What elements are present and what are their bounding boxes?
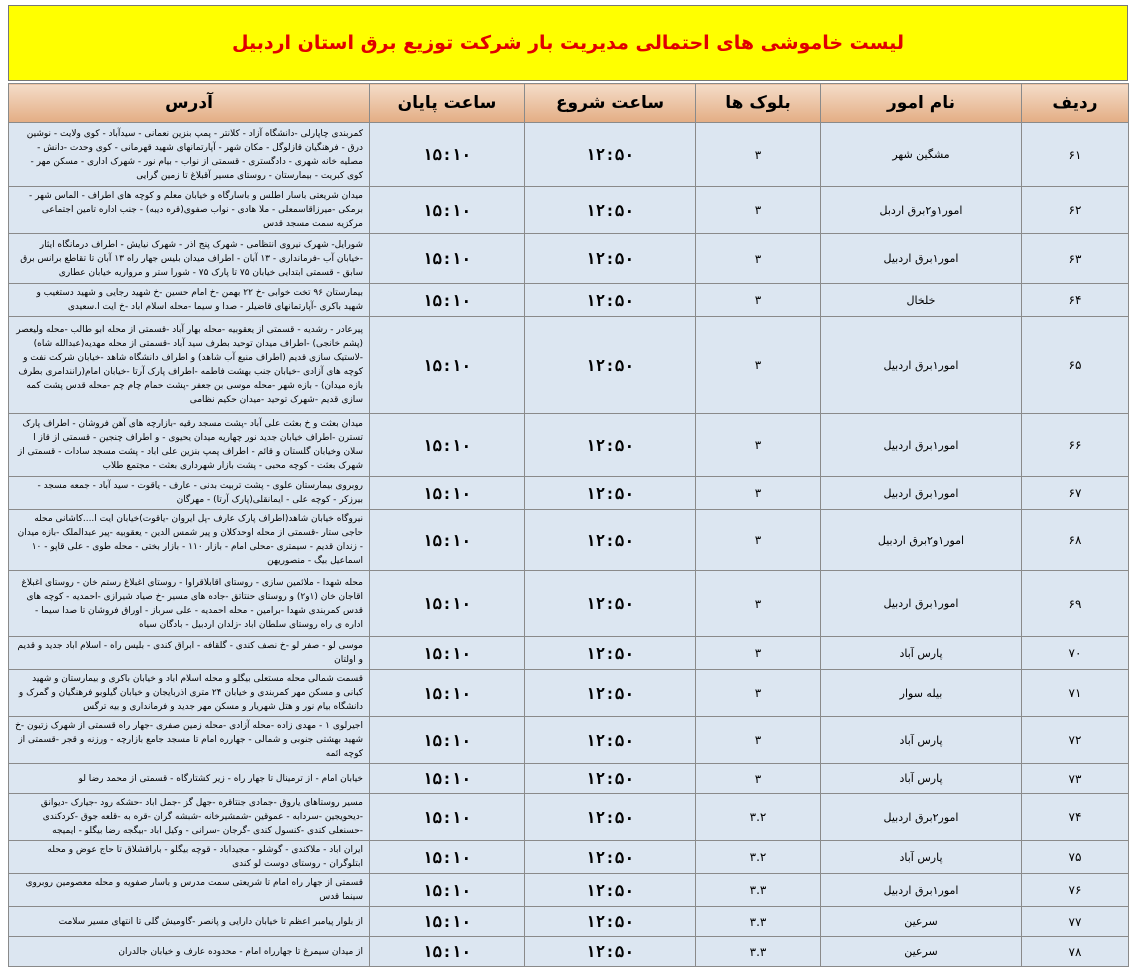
start-time: ۱۲:۵۰	[525, 637, 696, 670]
start-time: ۱۲:۵۰	[525, 571, 696, 637]
title-bar	[8, 5, 1128, 81]
row-number: ۶۷	[1022, 477, 1129, 510]
office-name: امور۲برق اردبیل	[821, 794, 1022, 841]
blocks: ۳	[696, 234, 821, 284]
address: ایران اباد - ملاکندی - گوشلو - مجیداباد - قوچه بیگلو - باراقشلاق تا حاج عوض و محله ابتلوگران - روستای دوست لو کندی	[9, 841, 370, 874]
start-time: ۱۲:۵۰	[525, 187, 696, 234]
table-row	[9, 907, 1129, 937]
start-time: ۱۲:۵۰	[525, 123, 696, 187]
office-name: خلخال	[821, 284, 1022, 317]
row-number: ۶۶	[1022, 414, 1129, 477]
table-row	[9, 284, 1129, 317]
address: شورایل- شهرک نیروی انتظامی - شهرک پنج اذر - شهرک نیایش - اطراف درمانگاه ایثار -خیابان آب -فرمانداری - ۱۳ آبان - اطراف میدان بلیس جهار راه ۱۳ آبان تا تقاطع برانس برق سابق - قسمتی ابتدایی خیابان ۷۵ تا پارک ۷۵ - شورا ستر و مرواریه خیابان عطاری	[9, 234, 370, 284]
row-number: ۷۵	[1022, 841, 1129, 874]
blocks: ۳.۳	[696, 874, 821, 907]
start-time: ۱۲:۵۰	[525, 841, 696, 874]
col-header-blocks: بلوک ها	[696, 84, 821, 123]
blocks: ۳	[696, 764, 821, 794]
address: محله شهدا - ملائمین سازی - روستای اقابلاقراوا - روستای اغبلاغ رستم خان - روستای اغبلاغ اقاجان خان (۱و۲) و روستای حنتاتق -جاده های مسیر -خ صیاد شیرازی -احمدیه - کوچه های قدس کمربندی شهدا -برامین - محله احمدیه - علی سرباز - اوراق فروشان تا صدا سیما - اداره ی راه روستای سلطان اباد -زلدان اردبیل - بادگان سیاه	[9, 571, 370, 637]
start-time: ۱۲:۵۰	[525, 414, 696, 477]
blocks: ۳.۲	[696, 794, 821, 841]
end-time: ۱۵:۱۰	[370, 637, 525, 670]
row-number: ۶۸	[1022, 510, 1129, 571]
row-number: ۷۴	[1022, 794, 1129, 841]
col-header-office: نام امور	[821, 84, 1022, 123]
blocks: ۳.۲	[696, 841, 821, 874]
table-row	[9, 670, 1129, 717]
address: اجیرلوی ۱ - مهدی زاده -محله آزادی -محله زمین صفری -جهار راه قسمتی از شهرک زتیون -خ شهید بهشتی جنوبی و شمالی - جهارره امام تا مسجد جامع بازارچه - ورزنه و قجر -قسمتی از کوچه ائمه	[9, 717, 370, 764]
start-time: ۱۲:۵۰	[525, 670, 696, 717]
address: قسمت شمالی محله مستعلی بیگلو و محله اسلام اباد و خیابان باکری و بیمارستان و شهید کبانی و مسکن مهر کمربندی و خیابان ۲۴ متری اذربایجان و خیابان گیلوبو فرهنگیان و گمرک و دانشگاه بیام نور و هتل شهریار و مسکن مهر جدید و فرمانداری و بیه ترگس	[9, 670, 370, 717]
blocks: ۳	[696, 284, 821, 317]
end-time: ۱۵:۱۰	[370, 764, 525, 794]
end-time: ۱۵:۱۰	[370, 317, 525, 414]
end-time: ۱۵:۱۰	[370, 794, 525, 841]
row-number: ۷۰	[1022, 637, 1129, 670]
table-row	[9, 571, 1129, 637]
blocks: ۳	[696, 414, 821, 477]
address: بیمارستان ۹۶ تخت خوابی -خ ۲۲ بهمن -خ امام حسین -خ شهید رجایی و شهید دستغیب و شهید باکری -آپارتمانهای قاضیلر - صدا و سیما -محله اسلام اباد -خ ایت ا.سعیدی	[9, 284, 370, 317]
office-name: امور۱برق اردبیل	[821, 477, 1022, 510]
office-name: پارس آباد	[821, 841, 1022, 874]
start-time: ۱۲:۵۰	[525, 764, 696, 794]
end-time: ۱۵:۱۰	[370, 874, 525, 907]
end-time: ۱۵:۱۰	[370, 571, 525, 637]
table-row	[9, 841, 1129, 874]
start-time: ۱۲:۵۰	[525, 874, 696, 907]
office-name: امور۱برق اردبیل	[821, 571, 1022, 637]
table-row	[9, 794, 1129, 841]
office-name: امور۱و۲برق اردبل	[821, 187, 1022, 234]
address: خیابان امام - از ترمینال تا جهار راه - زیر کشتارگاه - قسمتی از محمد رضا لو	[9, 764, 370, 794]
address: موسی لو - صفر لو -خ نصف کندی - گلقافه - ابراق کندی - بلیس راه - اسلام اباد جدید و قدیم و اولتان	[9, 637, 370, 670]
office-name: بیله سوار	[821, 670, 1022, 717]
office-name: امور۱برق اردبیل	[821, 874, 1022, 907]
address: میدان شریعتی باسار اطلس و باسارگاه و خیابان معلم و کوچه های اطراف - الماس شهر - برمکی -میرزاقاسمعلی - ملا هادی - نواب صفوی(قره دیبه) - جنب اداره تامین اجتماعی مرکزیه سمت مسجد قدس	[9, 187, 370, 234]
blocks: ۳.۳	[696, 907, 821, 937]
office-name: پارس آباد	[821, 637, 1022, 670]
row-number: ۷۳	[1022, 764, 1129, 794]
row-number: ۷۲	[1022, 717, 1129, 764]
office-name: امور۱برق اردبیل	[821, 234, 1022, 284]
table-row	[9, 123, 1129, 187]
start-time: ۱۲:۵۰	[525, 937, 696, 967]
office-name: مشگین شهر	[821, 123, 1022, 187]
table-body	[9, 123, 1129, 967]
address: نیروگاه خیابان شاهد(اطراف پارک عارف -پل ایروان -یاقوت)خیابان ایت ا....کاشانی محله حاجی ستار -قسمتی از محله اوحدکلان و پیر شمس الدین - یعقوبیه -پیر عبدالملک -بازه میدان - زندان قدیم - سیمتری -محلی امام - بازار ۱۱۰ - بازار بختی - محله طوی - علی قاپو - ۱۰ اسماعیل بیگ - منصوریهن	[9, 510, 370, 571]
office-name: سرعین	[821, 937, 1022, 967]
row-number: ۶۲	[1022, 187, 1129, 234]
end-time: ۱۵:۱۰	[370, 187, 525, 234]
address: از میدان سیمرغ تا جهارراه امام - محدوده عارف و خیابان جالدران	[9, 937, 370, 967]
table-row	[9, 414, 1129, 477]
end-time: ۱۵:۱۰	[370, 937, 525, 967]
sheet	[8, 5, 1128, 961]
start-time: ۱۲:۵۰	[525, 794, 696, 841]
office-name: امور۱برق اردبیل	[821, 414, 1022, 477]
end-time: ۱۵:۱۰	[370, 717, 525, 764]
row-number: ۶۳	[1022, 234, 1129, 284]
row-number: ۷۶	[1022, 874, 1129, 907]
table-row	[9, 717, 1129, 764]
end-time: ۱۵:۱۰	[370, 670, 525, 717]
address: کمربندی چاپارلی -دانشگاه آزاد - کلانتر - پمپ بنزین نعمانی - سیدآباد - کوی ولایت - نوشین درق - فرهنگیان قازلوگل - مکان شهر - آپارتمانهای شهید قهرمانی - کوی وحدت -دانش - مصلیه خانه شهری - دادگستری - قسمتی از نواب - بیام نور - شهرک اداری - مسکن مهر - کوی کبریت - بیمارستان - روستای مسیر آقبلاغ تا زمین گرایی	[9, 123, 370, 187]
blocks: ۳	[696, 510, 821, 571]
end-time: ۱۵:۱۰	[370, 907, 525, 937]
start-time: ۱۲:۵۰	[525, 284, 696, 317]
start-time: ۱۲:۵۰	[525, 234, 696, 284]
start-time: ۱۲:۵۰	[525, 317, 696, 414]
col-header-end: ساعت پایان	[370, 84, 525, 123]
address: روبروی بیمارستان علوی - پشت تربیت بدنی - عارف - یاقوت - سید آباد - جمعه مسجد - بیرزکر - کوچه علی - ایمانقلی(پارک آرتا) - مهرگان	[9, 477, 370, 510]
blocks: ۳	[696, 637, 821, 670]
header-row	[9, 84, 1129, 123]
row-number: ۷۷	[1022, 907, 1129, 937]
office-name: پارس آباد	[821, 764, 1022, 794]
blocks: ۳	[696, 477, 821, 510]
row-number: ۶۱	[1022, 123, 1129, 187]
table-row	[9, 937, 1129, 967]
col-header-row: ردیف	[1022, 84, 1129, 123]
table-row	[9, 637, 1129, 670]
table-row	[9, 874, 1129, 907]
end-time: ۱۵:۱۰	[370, 510, 525, 571]
blocks: ۳	[696, 123, 821, 187]
table-row	[9, 477, 1129, 510]
end-time: ۱۵:۱۰	[370, 123, 525, 187]
end-time: ۱۵:۱۰	[370, 234, 525, 284]
blocks: ۳	[696, 670, 821, 717]
row-number: ۶۹	[1022, 571, 1129, 637]
office-name: پارس آباد	[821, 717, 1022, 764]
blocks: ۳	[696, 571, 821, 637]
end-time: ۱۵:۱۰	[370, 841, 525, 874]
table-row	[9, 187, 1129, 234]
blocks: ۳	[696, 187, 821, 234]
office-name: امور۱و۲برق اردبیل	[821, 510, 1022, 571]
address: قسمتی از جهار راه امام تا شریعتی سمت مدرس و باسار صفویه و محله معصومین روبروی سینما قدس	[9, 874, 370, 907]
blocks: ۳	[696, 717, 821, 764]
office-name: امور۱برق اردبیل	[821, 317, 1022, 414]
col-header-address: آدرس	[9, 84, 370, 123]
row-number: ۶۴	[1022, 284, 1129, 317]
end-time: ۱۵:۱۰	[370, 477, 525, 510]
row-number: ۷۱	[1022, 670, 1129, 717]
table-row	[9, 510, 1129, 571]
address: پیرعادر - رشدیه - قسمتی از یعقوبیه -محله بهار آباد -قسمتی از محله ابو طالب -محله ولیعصر (پشم خانجی) -اطراف میدان توحید بطرف سید آباد -قسمتی از محله مهدیه(عبدالله شاه) -لاستیک سازی قدیم (اطراف منبع آب شاهد) و اطراف دانشگاه شاهد -خیابان شرکت نفت و کوچه های آزادی -خیابان جنب بهشت فاطمه -اطراف پارک آرتا -خیابان امام(رانندامری بطرف بازه میدان) - بازه شهر -محله موسی بن جعفر -پشت حمام چام چم -محله قدس پشت کمه سازی قدیم -شهرک توحید -میدان حکیم نظامی	[9, 317, 370, 414]
table-row	[9, 764, 1129, 794]
end-time: ۱۵:۱۰	[370, 414, 525, 477]
blocks: ۳.۳	[696, 937, 821, 967]
table-row	[9, 234, 1129, 284]
start-time: ۱۲:۵۰	[525, 510, 696, 571]
table-row	[9, 317, 1129, 414]
start-time: ۱۲:۵۰	[525, 907, 696, 937]
col-header-start: ساعت شروع	[525, 84, 696, 123]
end-time: ۱۵:۱۰	[370, 284, 525, 317]
row-number: ۷۸	[1022, 937, 1129, 967]
address: مسیر روستاهای یاروق -جمادی جنتاقره -جهل گز -جمل اباد -حشکه رود -جیارک -دیوانق -دیحویجین -سردابه - عموقین -شمشیرخانه -شبشه گران -قره به -قلعه جوق -کردکندی -حسنعلی کندی -کنسول کندی -گرجان -سرانی - وکیل اباد -بیگجه رضا بیگلو - ایمیجه	[9, 794, 370, 841]
page-title: لیست خاموشی های احتمالی مدیریت بار شرکت توزیع برق استان اردبیل	[231, 32, 904, 54]
blocks: ۳	[696, 317, 821, 414]
outage-table	[8, 83, 1129, 967]
address: میدان بعثت و خ بعثت علی آباد -پشت مسجد رقیه -بازارچه های آهن فروشان - اطراف پارک تسترن -اطراف خیابان جدید نور چهارپه میدان یحیوی - و اطراف چنجین - قسمتی از قاز ا سلان وخیابان گلستان و قائم - اطراف پمپ بنزین علی اباد - پشت مسجد سادات - قسمتی از شهرک بعثت - کوچه محبی - پشت بازار شهرداری بعثت - مجتمع طلاب	[9, 414, 370, 477]
row-number: ۶۵	[1022, 317, 1129, 414]
start-time: ۱۲:۵۰	[525, 717, 696, 764]
address: از بلوار پیامبر اعظم تا خیابان دارایی و پانصر -گاومیش گلی تا انتهای مسیر سلامت	[9, 907, 370, 937]
start-time: ۱۲:۵۰	[525, 477, 696, 510]
office-name: سرعین	[821, 907, 1022, 937]
